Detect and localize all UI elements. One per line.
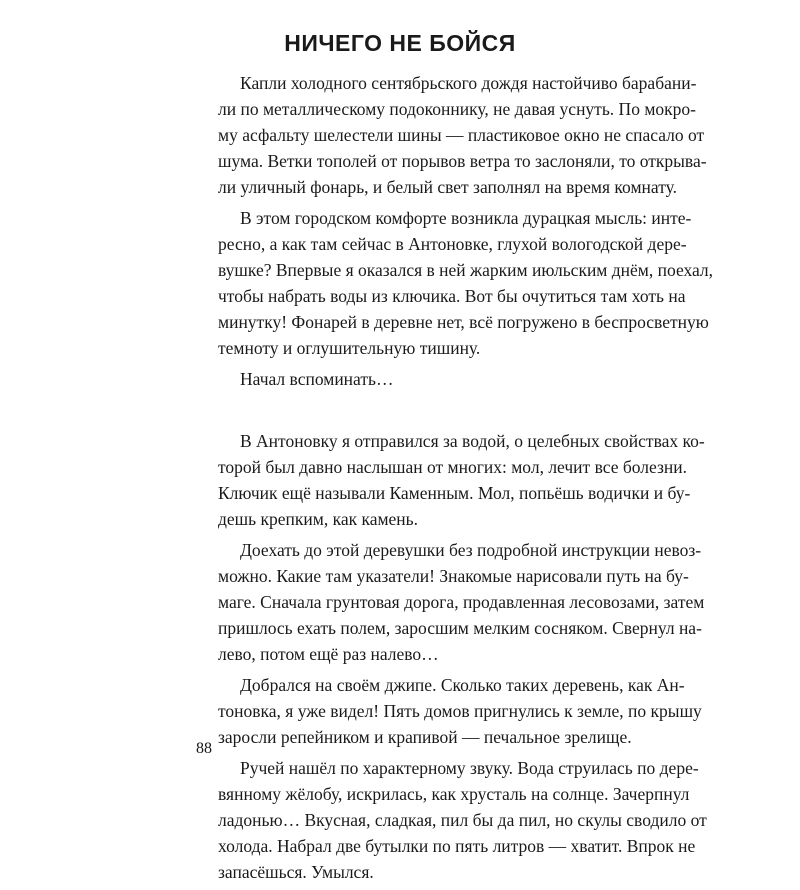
text-line: темноту и оглушительную тишину.: [218, 338, 481, 358]
text-line: ли по металлическому подоконнику, не давая уснуть. По мокро-: [218, 99, 696, 119]
text-line: холода. Набрал две бутылки по пять литров — хватит. Впрок не: [218, 836, 696, 856]
text-line: вушке? Впервые я оказался в ней жарким июльским днём, поехал,: [218, 260, 714, 280]
text-line: торой был давно наслышан от многих: мол, лечит все болезни.: [218, 457, 688, 477]
text-line: дешь крепким, как камень.: [218, 509, 419, 529]
text-line: ресно, а как там сейчас в Антоновке, глухой вологодской дере-: [218, 234, 687, 254]
text-line: ли уличный фонарь, и белый свет заполнял на время комнату.: [218, 177, 677, 197]
text-line: Добрался на своём джипе. Сколько таких деревень, как Ан-: [240, 675, 685, 695]
text-line: чтобы набрать воды из ключика. Вот бы очутиться там хоть на: [218, 286, 686, 306]
text-line: В Антоновку я отправился за водой, о целебных свойствах ко-: [240, 431, 705, 451]
text-line: ладонью… Вкусная, сладкая, пил бы да пил, но скулы сводило от: [218, 810, 707, 830]
chapter-title: НИЧЕГО НЕ БОЙСЯ: [284, 30, 516, 56]
text-line: Ключик ещё называли Каменным. Мол, попьёшь водички и бу-: [218, 483, 691, 503]
text-line: запасёшься. Умылся.: [218, 862, 374, 882]
text-line: му асфальту шелестели шины — пластиковое окно не спасало от: [218, 125, 705, 145]
body-text: [196, 70, 714, 890]
paragraph: [196, 672, 702, 750]
text-line: маге. Сначала грунтовая дорога, продавленная лесовозами, затем: [218, 592, 705, 612]
text-line: минутку! Фонарей в деревне нет, всё погружено в беспросветную: [218, 312, 709, 332]
text-line: пришлось ехать полем, заросшим мелким сосняком. Свернул на-: [218, 618, 702, 638]
text-line: вянному жёлобу, искрилась, как хрусталь на солнце. Зачерпнул: [218, 784, 690, 804]
text-line: В этом городском комфорте возникла дурацкая мысль: инте-: [240, 208, 692, 228]
text-line: Капли холодного сентябрьского дождя настойчиво барабани-: [240, 73, 697, 93]
section-break: [196, 397, 608, 428]
text-line: Начал вспоминать…: [240, 369, 394, 389]
paragraph: [196, 537, 705, 667]
page-number: 88: [196, 740, 212, 757]
paragraph: [196, 205, 714, 361]
text-line: Доехать до этой деревушки без подробной инструкции невоз-: [240, 540, 702, 560]
text-line: тоновка, я уже видел! Пять домов пригнулись к земле, по крышу: [218, 701, 702, 721]
text-line: шума. Ветки тополей от порывов ветра то заслоняли, то открыва-: [218, 151, 707, 171]
text-line: можно. Какие там указатели! Знакомые нарисовали путь на бу-: [218, 566, 689, 586]
text-line: Ручей нашёл по характерному звуку. Вода струилась по дере-: [240, 758, 699, 778]
paragraph: [196, 70, 707, 200]
text-line: заросли репейником и крапивой — печальное зрелище.: [218, 727, 632, 747]
paragraph: [196, 366, 608, 392]
paragraph: [196, 428, 705, 532]
paragraph: [196, 755, 707, 885]
text-line: лево, потом ещё раз налево…: [218, 644, 439, 664]
